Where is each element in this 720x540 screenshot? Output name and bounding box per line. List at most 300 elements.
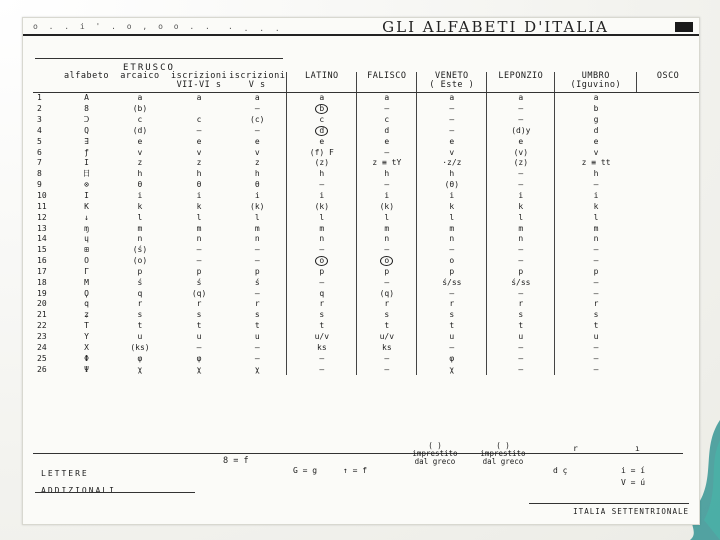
cell-text: (z): [513, 158, 529, 168]
cell-text: —: [196, 125, 202, 135]
table-row: [33, 126, 699, 137]
cell-text: z: [254, 158, 260, 168]
table-cell: [63, 212, 110, 223]
table-cell: [357, 234, 417, 245]
cell-text: X: [84, 342, 89, 352]
cell-text: Y: [84, 331, 89, 341]
table-cell: [287, 136, 357, 147]
table-cell: [63, 169, 110, 180]
column-header-sub: ( Este ): [429, 80, 475, 90]
cell-text: h: [196, 169, 202, 179]
table-cell: [228, 288, 287, 299]
table-cell: [228, 342, 287, 353]
table-cell: [487, 93, 555, 104]
cell-text: T: [84, 321, 89, 331]
cell-text: —: [254, 353, 260, 363]
table-cell: [228, 277, 287, 288]
table-cell: [63, 93, 110, 104]
etrusco-group-label: ETRUSCO: [123, 63, 175, 73]
additional-umbro-2: d ç: [553, 466, 568, 475]
cell-text: l: [137, 212, 143, 222]
cell-text: χ: [449, 364, 455, 374]
table-cell: [357, 342, 417, 353]
table-cell: [110, 180, 170, 191]
table-cell: [63, 223, 110, 234]
cell-text: l: [319, 212, 325, 222]
row-index: [33, 136, 63, 147]
title-badge: [675, 22, 693, 32]
table-cell: [555, 126, 637, 137]
cell-text: k: [593, 201, 599, 211]
cell-text: 25: [37, 353, 47, 363]
table-cell: [357, 321, 417, 332]
cell-text: i: [196, 191, 202, 201]
table-cell: [63, 353, 110, 364]
cell-text: —: [384, 180, 390, 190]
table-cell: [357, 212, 417, 223]
table-cell: [287, 180, 357, 191]
cell-text: ś: [196, 277, 202, 287]
table-cell: [63, 126, 110, 137]
cell-text: t: [254, 321, 260, 331]
table-cell: [555, 169, 637, 180]
table-cell: [555, 234, 637, 245]
cell-text: —: [449, 342, 455, 352]
cell-text: 15: [37, 245, 47, 255]
cell-text: i: [319, 191, 325, 201]
cell-text: r: [593, 299, 599, 309]
table-cell: [417, 364, 487, 375]
cell-text: t: [196, 321, 202, 331]
row-index: [33, 93, 63, 104]
cell-text: a: [254, 93, 260, 103]
table-row: [33, 180, 699, 191]
table-cell: [170, 332, 228, 343]
table-cell: [170, 169, 228, 180]
table-row: [33, 310, 699, 321]
table-cell: [228, 158, 287, 169]
cell-text: l: [593, 212, 599, 222]
table-cell: [110, 223, 170, 234]
cell-text: 9: [37, 180, 42, 190]
cell-text: 8: [37, 169, 42, 179]
cell-text: u: [518, 331, 524, 341]
table-cell: [228, 299, 287, 310]
cell-text: k: [137, 201, 143, 211]
table-cell: [357, 277, 417, 288]
cell-text: Ↄ: [83, 115, 90, 125]
table-cell: [487, 104, 555, 115]
table-cell: [417, 180, 487, 191]
table-row: [33, 147, 699, 158]
column-header-label: iscrizioni: [170, 71, 228, 81]
table-cell: [63, 310, 110, 321]
table-cell: [287, 93, 357, 104]
document-title: GLI ALFABETI D'ITALIA: [382, 18, 609, 36]
additional-veneto-note: ( ) imprestito dal greco: [412, 441, 458, 466]
table-cell: [110, 256, 170, 267]
table-row: [33, 223, 699, 234]
column-header: [357, 72, 417, 93]
table-cell: [110, 136, 170, 147]
table-cell: [170, 342, 228, 353]
table-cell: [287, 234, 357, 245]
table-cell: [555, 104, 637, 115]
header-index: [33, 72, 63, 93]
table-cell: [110, 158, 170, 169]
cell-text: q: [137, 288, 143, 298]
cell-text: —: [593, 245, 599, 255]
table-cell: [417, 136, 487, 147]
cell-text: ɱ: [84, 223, 89, 233]
table-cell: [170, 223, 228, 234]
column-header: [555, 72, 637, 93]
cell-text: —: [593, 277, 599, 287]
cell-text: —: [254, 256, 260, 266]
cell-text: —: [254, 342, 260, 352]
row-index: [33, 104, 63, 115]
cell-text: 17: [37, 266, 47, 276]
cell-text: 5: [37, 136, 42, 146]
cell-text: —: [384, 104, 390, 114]
table-cell: [487, 136, 555, 147]
table-row: [33, 353, 699, 364]
table-cell: [228, 104, 287, 115]
table-cell: [287, 256, 357, 267]
table-cell: [170, 256, 228, 267]
table-cell: [63, 191, 110, 202]
etrusco-group-rule: [35, 58, 283, 59]
table-cell: [110, 299, 170, 310]
cell-text: 22: [37, 321, 47, 331]
table-cell: [357, 201, 417, 212]
row-index: [33, 158, 63, 169]
table-cell: [63, 201, 110, 212]
cell-text: (ś): [132, 245, 148, 255]
cell-text: ś: [137, 277, 143, 287]
cell-text: k: [449, 201, 455, 211]
cell-text: 20: [37, 299, 47, 309]
cell-text: p: [254, 266, 260, 276]
table-cell: [287, 104, 357, 115]
cell-text: m: [593, 223, 599, 233]
table-cell: [555, 158, 637, 169]
row-index: [33, 364, 63, 375]
row-index: [33, 180, 63, 191]
table-cell: [417, 234, 487, 245]
cell-text: —: [449, 125, 455, 135]
alphabet-table: [33, 72, 699, 375]
table-cell: [170, 180, 228, 191]
table-cell: [170, 310, 228, 321]
cell-text: —: [319, 364, 325, 374]
cell-text: ·z/z: [442, 158, 462, 168]
table-cell: [170, 288, 228, 299]
table-cell: [110, 288, 170, 299]
table-cell: [487, 191, 555, 202]
table-cell: [228, 136, 287, 147]
cell-text: —: [254, 288, 260, 298]
cell-text: m: [319, 223, 325, 233]
row-index: [33, 223, 63, 234]
table-cell: [110, 147, 170, 158]
cell-text: g: [593, 115, 599, 125]
cell-text: u: [137, 331, 143, 341]
cell-text: (q): [379, 288, 395, 298]
cell-text: a: [593, 93, 599, 103]
cell-text: ⊗: [84, 180, 89, 190]
cell-text: k: [196, 201, 202, 211]
table-cell: [287, 115, 357, 126]
footer-rule: [529, 503, 689, 504]
column-header: [637, 72, 699, 93]
table-cell: [110, 267, 170, 278]
cell-text: c: [384, 115, 390, 125]
header-scribble: o . . i ' . o , o o . .: [33, 22, 213, 31]
cell-text: —: [593, 256, 599, 266]
table-cell: [417, 245, 487, 256]
cell-text: χ: [137, 364, 143, 374]
table-cell: [487, 126, 555, 137]
table-row: [33, 277, 699, 288]
table-cell: [63, 256, 110, 267]
table-row: [33, 342, 699, 353]
cell-text: —: [518, 342, 524, 352]
row-index: [33, 256, 63, 267]
cell-text: s: [319, 310, 325, 320]
additional-osco-3: V = ú: [621, 478, 646, 487]
cell-text: m: [449, 223, 455, 233]
cell-text: a: [319, 93, 325, 103]
cell-text: —: [449, 115, 455, 125]
table-cell: [170, 364, 228, 375]
table-cell: [417, 332, 487, 343]
cell-text: p: [319, 266, 325, 276]
cell-text: c: [137, 115, 143, 125]
table-row: [33, 104, 699, 115]
table-cell: [110, 234, 170, 245]
cell-text: 16: [37, 256, 47, 266]
cell-text: ś/ss: [442, 277, 462, 287]
cell-text: u: [196, 331, 202, 341]
table-cell: [63, 147, 110, 158]
cell-text: —: [449, 245, 455, 255]
cell-text: a: [518, 93, 524, 103]
table-cell: [487, 299, 555, 310]
table-cell: [417, 310, 487, 321]
cell-text: p: [518, 266, 524, 276]
table-cell: [170, 191, 228, 202]
table-cell: [357, 256, 417, 267]
table-cell: [487, 169, 555, 180]
table-cell: [357, 310, 417, 321]
cell-text: Ψ: [84, 364, 89, 374]
table-cell: [228, 321, 287, 332]
table-cell: [287, 321, 357, 332]
cell-text: (d): [132, 125, 148, 135]
table-cell: [555, 321, 637, 332]
table-cell: [357, 147, 417, 158]
table-header-row: [33, 72, 699, 93]
table-row: [33, 115, 699, 126]
table-cell: [487, 256, 555, 267]
cell-text: —: [384, 353, 390, 363]
row-index: [33, 353, 63, 364]
table-cell: [555, 201, 637, 212]
cell-text: —: [518, 353, 524, 363]
table-cell: [63, 115, 110, 126]
table-cell: [110, 245, 170, 256]
table-row: [33, 364, 699, 375]
additional-osco-2: i = í: [621, 466, 646, 475]
cell-text: q: [319, 288, 325, 298]
table-cell: [63, 158, 110, 169]
table-bottom-rule: [33, 453, 683, 454]
table-cell: [110, 126, 170, 137]
cell-text: z: [137, 158, 143, 168]
cell-text: o: [380, 256, 393, 266]
table-cell: [417, 342, 487, 353]
table-cell: [287, 126, 357, 137]
cell-text: χ: [254, 364, 260, 374]
cell-text: e: [254, 136, 260, 146]
additional-latino: G = g: [293, 466, 318, 475]
table-cell: [170, 267, 228, 278]
table-cell: [417, 256, 487, 267]
lettere-line1: LETTERE: [41, 469, 89, 478]
table-cell: [287, 201, 357, 212]
table-cell: [357, 267, 417, 278]
table-cell: [228, 126, 287, 137]
cell-text: l: [518, 212, 524, 222]
table-cell: [555, 245, 637, 256]
table-cell: [487, 212, 555, 223]
table-cell: [417, 158, 487, 169]
table-cell: [63, 267, 110, 278]
cell-text: s: [518, 310, 524, 320]
table-cell: [487, 201, 555, 212]
column-header-label: OSCO: [656, 71, 680, 81]
table-cell: [228, 147, 287, 158]
cell-text: ƒ: [84, 147, 89, 157]
bottom-rule-left: [35, 492, 195, 493]
cell-text: b: [315, 104, 328, 114]
table-cell: [555, 115, 637, 126]
cell-text: d: [315, 126, 328, 136]
cell-text: 26: [37, 364, 47, 374]
table-cell: [63, 180, 110, 191]
table-cell: [228, 267, 287, 278]
table-cell: [170, 201, 228, 212]
table-cell: [487, 234, 555, 245]
table-cell: [555, 299, 637, 310]
cell-text: 12: [37, 212, 47, 222]
table-cell: [287, 288, 357, 299]
cell-text: h: [593, 169, 599, 179]
table-cell: [110, 104, 170, 115]
cell-text: φ: [449, 353, 455, 363]
cell-text: n: [137, 234, 143, 244]
table-cell: [357, 158, 417, 169]
table-cell: [170, 147, 228, 158]
cell-text: i: [449, 191, 455, 201]
cell-text: m: [518, 223, 524, 233]
cell-text: t: [319, 321, 325, 331]
cell-text: —: [518, 288, 524, 298]
column-header: [417, 72, 487, 93]
table-cell: [287, 310, 357, 321]
table-cell: [170, 321, 228, 332]
cell-text: ks: [317, 342, 327, 352]
table-cell: [110, 191, 170, 202]
cell-text: e: [137, 136, 143, 146]
cell-text: i: [593, 191, 599, 201]
cell-text: —: [593, 353, 599, 363]
cell-text: χ: [196, 364, 202, 374]
cell-text: z: [196, 158, 202, 168]
cell-text: h: [319, 169, 325, 179]
table-cell: [417, 201, 487, 212]
cell-text: a: [449, 93, 455, 103]
table-cell: [357, 332, 417, 343]
cell-text: v: [449, 147, 455, 157]
cell-text: ∃: [84, 136, 89, 146]
table-row: [33, 191, 699, 202]
table-cell: [487, 245, 555, 256]
cell-text: —: [518, 256, 524, 266]
cell-text: l: [254, 212, 260, 222]
table-cell: [555, 353, 637, 364]
table-cell: [417, 277, 487, 288]
column-header-label: LEPONZIO: [498, 71, 544, 81]
table-cell: [63, 245, 110, 256]
cell-text: e: [518, 136, 524, 146]
table-cell: [287, 158, 357, 169]
table-cell: [357, 169, 417, 180]
table-cell: [287, 191, 357, 202]
table-cell: [417, 223, 487, 234]
cell-text: (k): [379, 201, 395, 211]
table-cell: [357, 115, 417, 126]
table-cell: [417, 93, 487, 104]
cell-text: O: [84, 256, 89, 266]
cell-text: 3: [37, 115, 42, 125]
cell-text: r: [518, 299, 524, 309]
cell-text: p: [593, 266, 599, 276]
cell-text: i: [254, 191, 260, 201]
cell-text: l: [449, 212, 455, 222]
table-row: [33, 158, 699, 169]
table-cell: [417, 115, 487, 126]
cell-text: v: [137, 147, 143, 157]
cell-text: —: [449, 104, 455, 114]
cell-text: A: [84, 93, 89, 103]
cell-text: n: [319, 234, 325, 244]
table-cell: [110, 212, 170, 223]
table-row: [33, 212, 699, 223]
cell-text: r: [319, 299, 325, 309]
cell-text: h: [449, 169, 455, 179]
cell-text: d: [593, 125, 599, 135]
cell-text: —: [384, 364, 390, 374]
row-index: [33, 115, 63, 126]
table-cell: [357, 223, 417, 234]
table-cell: [555, 277, 637, 288]
table-cell: [287, 223, 357, 234]
cell-text: —: [319, 353, 325, 363]
table-cell: [228, 234, 287, 245]
table-cell: [228, 310, 287, 321]
